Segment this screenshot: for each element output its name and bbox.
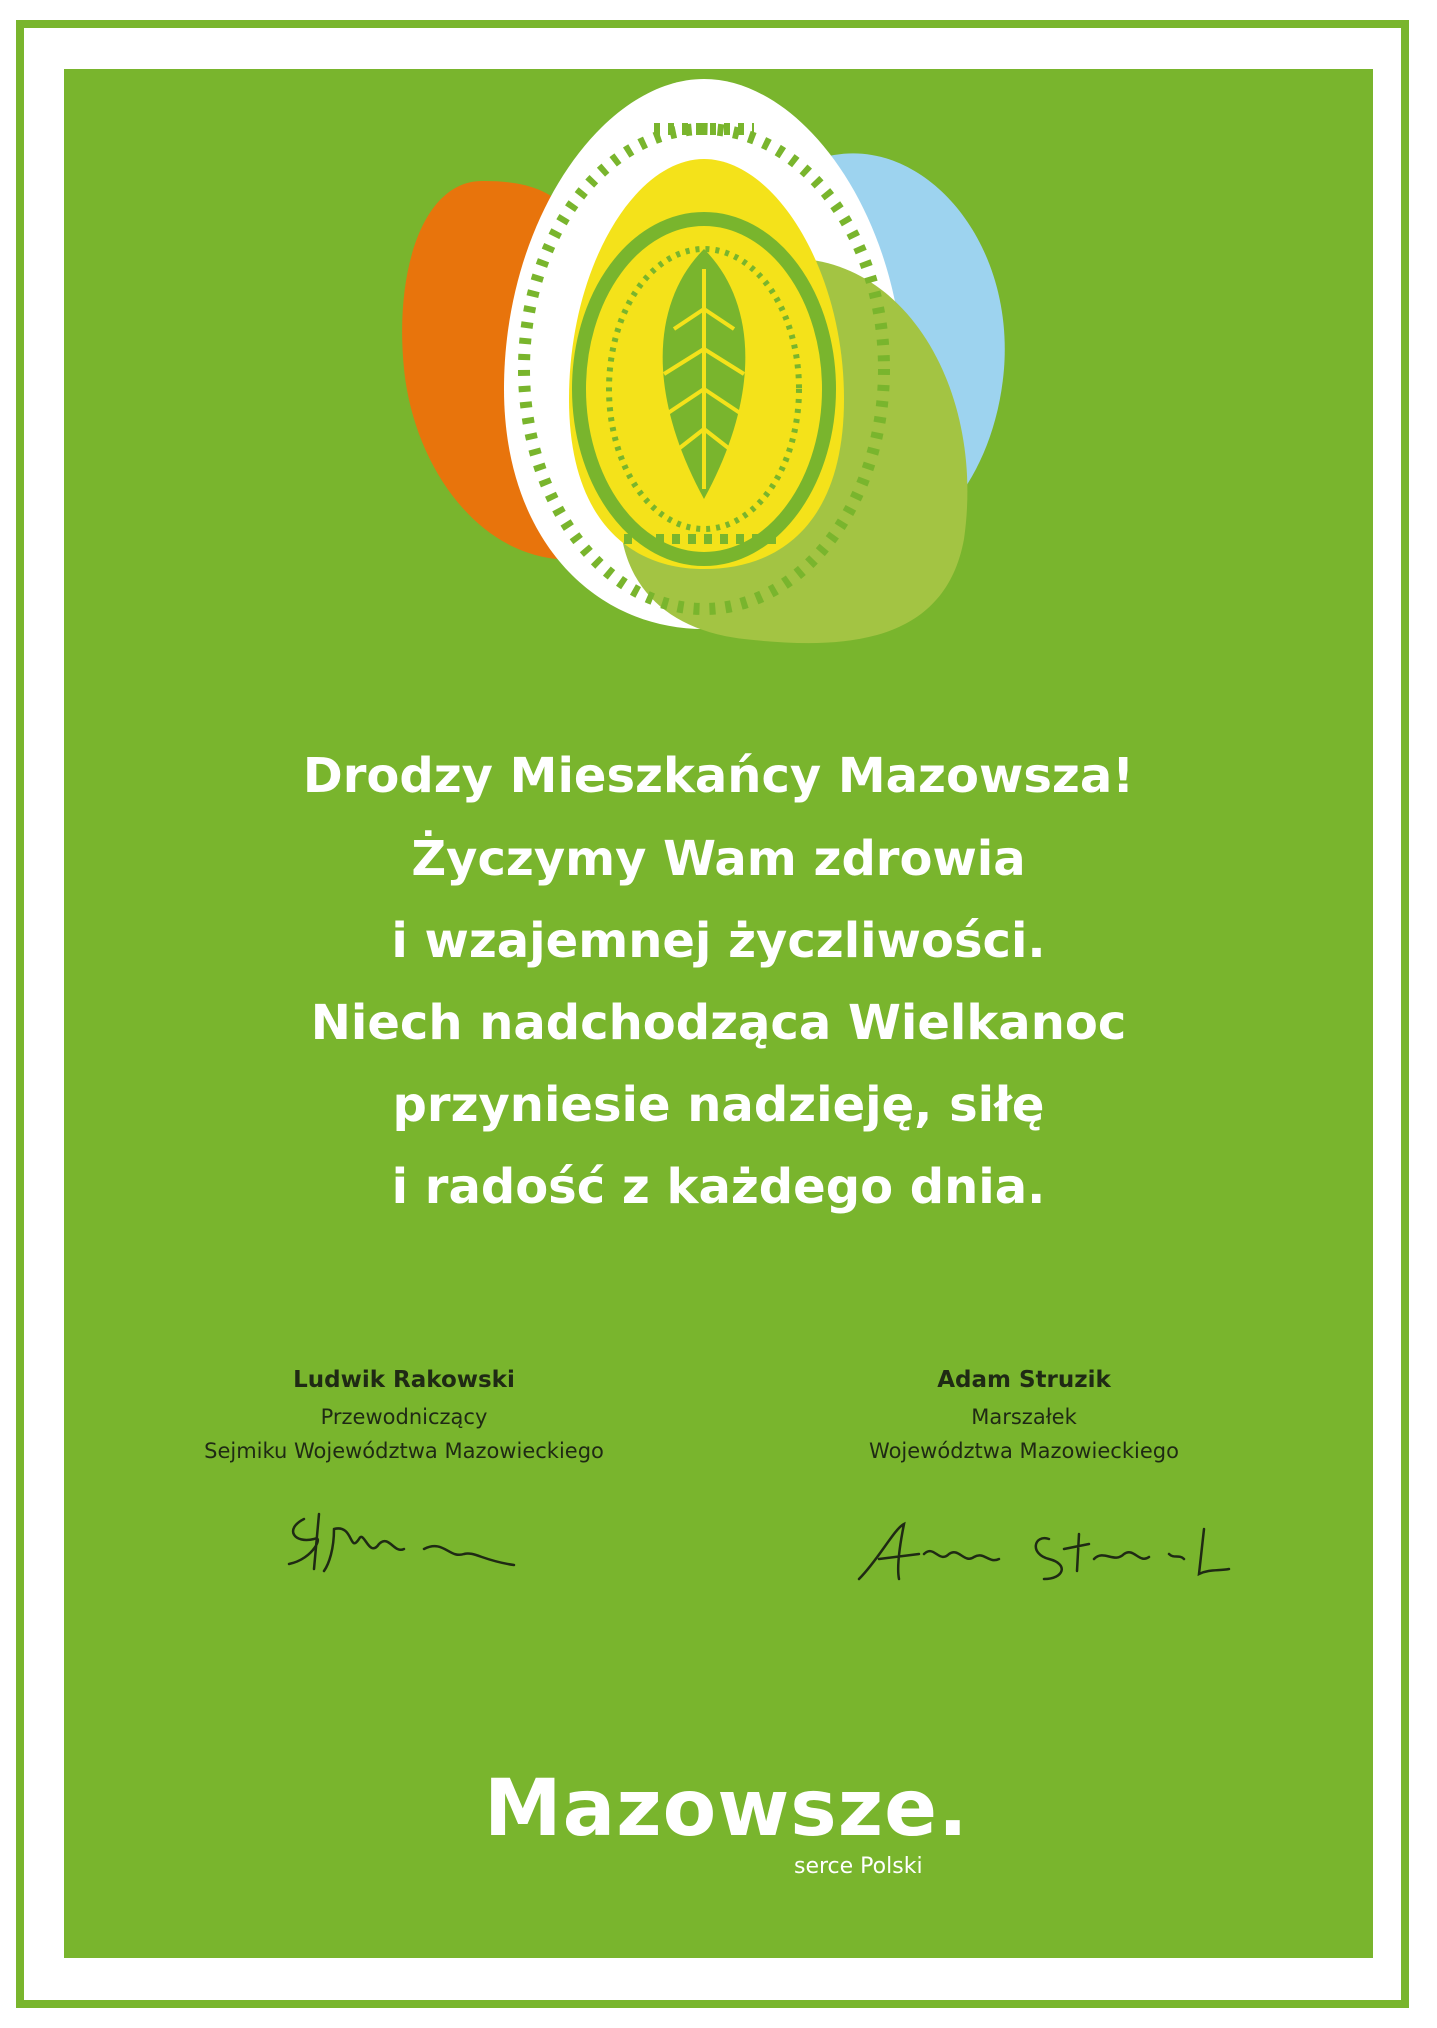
green-panel [64,69,1373,1958]
greeting-headline: Drodzy Mieszkańcy Mazowsza! [302,748,1135,804]
mazowsze-logo [484,1759,1044,1889]
easter-eggs-illustration-icon [64,69,1373,769]
signer-name: Adam Struzik [937,1367,1111,1393]
greeting-line: przyniesie nadzieję, siłę [392,1077,1045,1133]
logo-wordmark: Mazowsze. [484,1764,969,1854]
handwritten-signature-icon [849,1509,1239,1589]
signer-role: Marszałek [971,1405,1077,1429]
greeting-line: Niech nadchodząca Wielkanoc [310,995,1127,1051]
signer-role: Województwa Mazowieckiego [869,1439,1179,1463]
handwritten-signature-icon [274,1499,534,1579]
greeting-line: i wzajemnej życzliwości. [391,913,1046,969]
greeting-text [64,734,1373,1228]
signer-right [744,1360,1304,1468]
greeting-line: Życzymy Wam zdrowia [411,831,1026,887]
signer-role: Sejmiku Województwa Mazowieckiego [204,1439,604,1463]
signer-role: Przewodniczący [320,1405,488,1429]
signer-left [124,1360,684,1468]
logo-tagline: serce Polski [794,1854,923,1879]
signer-name: Ludwik Rakowski [293,1367,515,1393]
greeting-line: i radość z każdego dnia. [391,1159,1046,1215]
